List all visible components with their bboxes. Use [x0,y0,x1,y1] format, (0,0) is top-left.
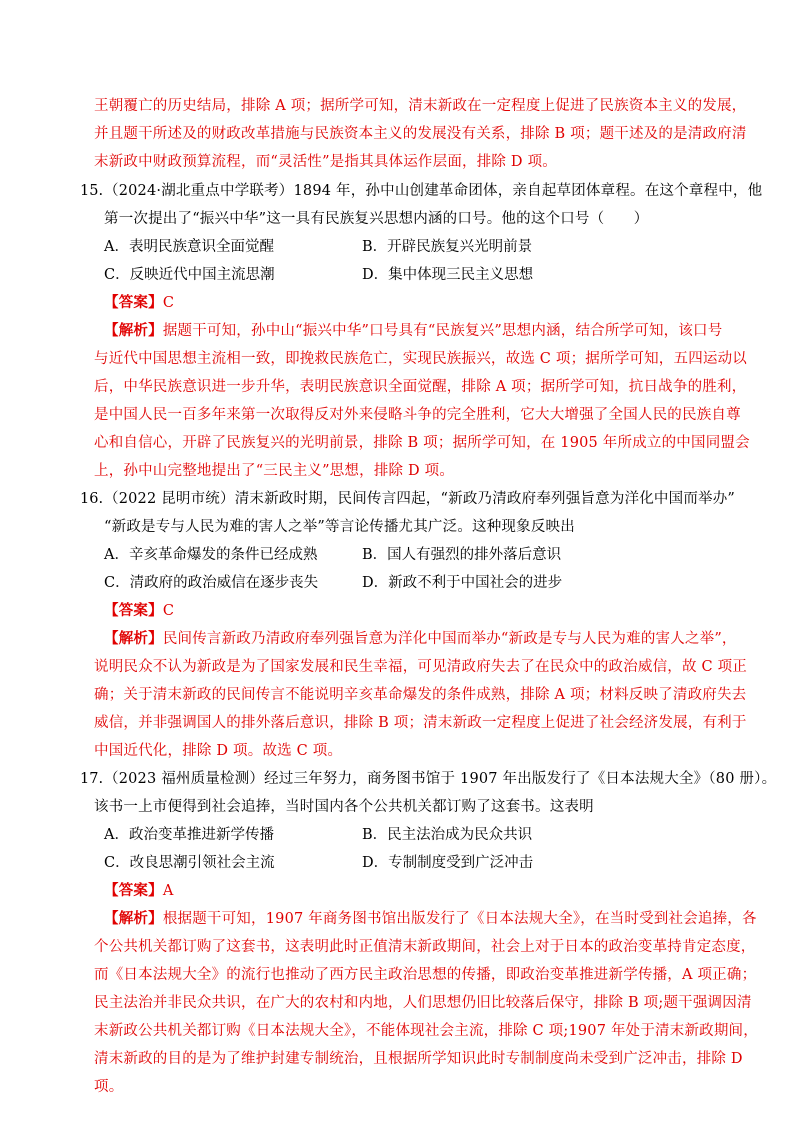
answer-value: C [162,295,175,311]
prev-explanation-line: 王朝覆亡的历史结局，排除 A 项；据所学可知，清末新政在一定程度上促进了民族资本主义的发展， [94,98,747,114]
option-d: D．专制制度受到广泛冲击 [362,855,534,871]
question-number: 16. [80,491,104,507]
analysis-line [104,322,744,340]
analysis-line: 后，中华民族意识进一步升华，表明民族意识全面觉醒，排除 A 项；据所学可知，抗日战争的胜利， [94,379,747,395]
analysis-line: 心和自信心，开辟了民族复兴的光明前景，排除 B 项；据所学可知，在 1905 年所成立的中国同盟会 [94,435,750,451]
answer-line [104,294,744,312]
option-c: C．清政府的政治威信在逐步丧失 [104,575,319,591]
answer-line [104,882,744,900]
analysis-text: 根据题干可知，1907 年商务图书馆出版发行了《日本法规大全》，在当时受到社会追捧，各 [162,911,757,927]
analysis-line: 末新政公共机关都订购《日本法规大全》，不能体现社会主流，排除 C 项;1907 年处于清末新政期间， [94,1023,758,1039]
question-stem: （2024·湖北重点中学联考）1894 年，孙中山创建革命团体，亲自起草团体章程。在这个章程中，他 [104,183,763,199]
option-c: C．改良思潮引领社会主流 [104,855,275,871]
question-stem: （2023 福州质量检测）经过三年努力，商务图书馆于 1907 年出版发行了《日本法规大全》（80 册）。 [104,771,777,787]
prev-explanation-line: 并且题干所述及的财政改革措施与民族资本主义的发展没有关系，排除 B 项；题干述及的是清政府清 [94,126,747,142]
question-stem: 第一次提出了“振兴中华”这一具有民族复兴思想内涵的口号。他的这个口号（ ） [104,211,649,227]
option-a: A．表明民族意识全面觉醒 [104,239,274,255]
option-a: A．辛亥革命爆发的条件已经成熟 [104,547,318,563]
analysis-text: 民间传言新政乃清政府奉列强旨意为洋化中国而举办“新政是专与人民为难的害人之举”， [162,631,737,647]
answer-tag: 【答案】 [104,882,163,899]
analysis-line: 威信，并非强调国人的排外落后意识，排除 B 项；清末新政一定程度上促进了社会经济发展，有利于 [94,715,747,731]
analysis-line: 上，孙中山完整地提出了“三民主义”思想，排除 D 项。 [94,463,455,479]
option-b: B．国人有强烈的排外落后意识 [362,547,562,563]
option-d: D．集中体现三民主义思想 [362,267,534,283]
option-b: B．民主法治成为民众共识 [362,827,533,843]
option-a: A．政治变革推进新学传播 [104,827,274,843]
question-stem: “新政是专与人民为难的害人之举”等言论传播尤其广泛。这种现象反映出 [104,519,575,535]
option-c: C．反映近代中国主流思潮 [104,267,275,283]
analysis-line: 个公共机关都订购了这套书，这表明此时正值清末新政期间，社会上对于日本的政治变革持肯定态度， [94,939,756,955]
question-stem: 该书一上市便得到社会追捧，当时国内各个公共机关都订购了这套书。这表明 [94,799,594,815]
question-number: 17. [80,771,104,787]
analysis-line: 确；关于清末新政的民间传言不能说明辛亥革命爆发的条件成熟，排除 A 项；材料反映了清政府失去 [94,687,747,703]
answer-value: C [162,603,175,619]
question-stem: （2022 昆明市统）清末新政时期，民间传言四起，“新政乃清政府奉列强旨意为洋化中国而举办” [104,491,736,507]
option-b: B．开辟民族复兴光明前景 [362,239,533,255]
analysis-tag: 【解析】 [104,322,163,339]
analysis-line [104,630,744,648]
prev-explanation-line: 末新政中财政预算流程，而“灵活性”是指其具体运作层面，排除 D 项。 [94,154,557,170]
answer-tag: 【答案】 [104,294,163,311]
analysis-line: 中国近代化，排除 D 项。故选 C 项。 [94,743,343,759]
analysis-line: 与近代中国思想主流相一致，即挽救民族危亡，实现民族振兴，故选 C 项；据所学可知，五四运动以 [94,351,748,367]
analysis-line [104,910,757,928]
answer-tag: 【答案】 [104,602,163,619]
option-d: D．新政不利于中国社会的进步 [362,575,563,591]
analysis-line: 项。 [94,1079,124,1095]
analysis-line: 说明民众不认为新政是为了国家发展和民生幸福，可见清政府失去了在民众中的政治威信，故 C 项正 [94,659,748,675]
answer-value: A [162,883,174,899]
analysis-line: 而《日本法规大全》的流行也推动了西方民主政治思想的传播，即政治变革推进新学传播，A 项正确； [94,967,757,983]
analysis-tag: 【解析】 [104,630,163,647]
analysis-tag: 【解析】 [104,910,163,927]
analysis-line: 清末新政的目的是为了维护封建专制统治，且根据所学知识此时专制制度尚未受到广泛冲击，排除 D [94,1051,743,1067]
analysis-text: 据题干可知，孙中山“振兴中华”口号具有“民族复兴”思想内涵，结合所学可知，该口号 [162,323,723,339]
question-number: 15. [80,183,104,199]
analysis-line: 是中国人民一百多年来第一次取得反对外来侵略斗争的完全胜利，它大大增强了全国人民的民族自尊 [94,407,741,423]
analysis-line: 民主法治并非民众共识，在广大的农村和内地，人们思想仍旧比较落后保守，排除 B 项;题干强调因清 [94,995,752,1011]
answer-line [104,602,744,620]
